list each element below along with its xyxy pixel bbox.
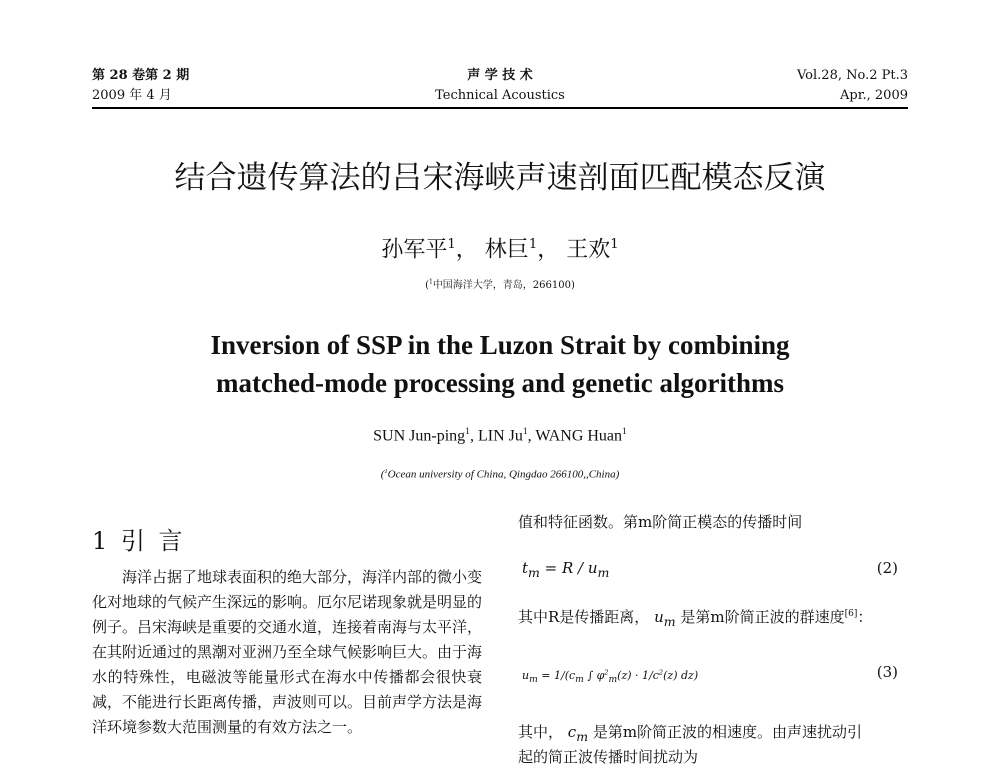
author-sup: 1 [522, 426, 528, 437]
section-heading: 1 引 言 [92, 527, 186, 555]
author-cn: 王欢 [566, 237, 611, 263]
author-en: LIN Ju [477, 427, 523, 445]
author-en: WANG Huan [535, 427, 623, 445]
affiliation-en: ($^1$Ocean university of China, Qingdao 266100,,China) [380, 468, 620, 481]
affil-sup: 1 [428, 278, 433, 286]
citation-ref: [6] [844, 609, 858, 619]
title-en-line1: Inversion of SSP in the Luzon Strait by combining [210, 330, 790, 360]
author-sup: 1 [447, 237, 456, 252]
author-cn: 林巨 [484, 237, 529, 263]
equation-number: (3) [876, 663, 898, 681]
paper-title-en [0, 326, 1000, 402]
text-fragment: 其中， [518, 723, 564, 741]
author-sup: 1 [465, 426, 470, 437]
author-sup: 1 [528, 237, 538, 252]
journal-name-cn: 声 学 技 术 [467, 68, 533, 83]
journal-volume-en [797, 66, 908, 106]
author-sup: 1 [622, 426, 627, 437]
title-en-line2: matched-mode processing and genetic algorithms [216, 368, 784, 398]
body-text-left [92, 565, 482, 740]
author-cn: 孙军平 [381, 237, 448, 263]
equation-2: $t_m = R / u_m$ (2) [518, 556, 908, 585]
right-text2: 其中R是传播距离， $u_m$ 是第m阶简正波的群速度[6]： [518, 608, 873, 629]
author-en: SUN Jun-ping [373, 427, 466, 445]
issue-date: 2009 年 4 月 [92, 88, 172, 103]
text-fragment: ： [857, 608, 873, 626]
affiliation-cn: ($^1$中国海洋大学，青岛，266100) [425, 278, 575, 291]
issue-volume: 第 28 卷第 2 期 [92, 68, 190, 83]
right-text3: 其中， $c_m$ 是第m阶简正波的相速度。由声速扰动引 [518, 723, 863, 744]
volume-en: Vol.28, No.2 Pt.3 [796, 68, 908, 83]
text-fragment: 是第m阶简正波的相速度。由声速扰动引 [592, 723, 863, 741]
author-sep: ， [537, 237, 560, 263]
author-sup: 1 [610, 237, 619, 252]
date-en: Apr., 2009 [840, 88, 908, 103]
affiliation-cn-text: 中国海洋大学，青岛，266100 [432, 280, 571, 291]
text-fragment: 是第m阶简正波的群速度 [680, 608, 845, 626]
equation-3: $u_m = 1/(c_m$ ∫ $\varphi^2_m(z) \cdot 1/c^2(z)$ dz) (3) [518, 660, 908, 692]
text-fragment: 其中R是传播距离， [518, 608, 650, 626]
affiliation-en-text: Ocean university of China, Qingdao 266100,,China [387, 468, 616, 481]
intro-paragraph: 海洋占据了地球表面积的绝大部分，海洋内部的微小变化对地球的气候产生深远的影响。厄尔尼诺现象就是明显的例子。吕宋海峡是重要的交通水道，连接着南海与太平洋，在其附近通过的黑潮对亚洲乃至全球气候影响巨大。由于海水的特殊性，电磁波等能量形式在海水中传播都会很快衰减，不能进行长距离传播，声波则可以。目前声学方法是海洋环境参数大范围测量的有效方法之一。 [92, 568, 483, 736]
header-rule [92, 107, 908, 109]
affil-sup: 1 [384, 468, 388, 475]
paper-title-cn: 结合遗传算法的吕宋海峡声速剖面匹配模态反演 [174, 160, 826, 196]
right-line1: 值和特征函数。第m阶简正模态的传播时间 [518, 513, 803, 531]
equation-number: (2) [876, 559, 898, 577]
author-sep: ， [455, 237, 478, 263]
author-list-en: SUN Jun-ping$^1$, LIN Ju$^1$, WANG Huan$^1$ [373, 426, 627, 445]
right-text4: 起的简正波传播时间扰动为 [518, 748, 699, 766]
author-list-cn [0, 230, 1000, 265]
journal-name-en: Technical Acoustics [435, 88, 565, 103]
